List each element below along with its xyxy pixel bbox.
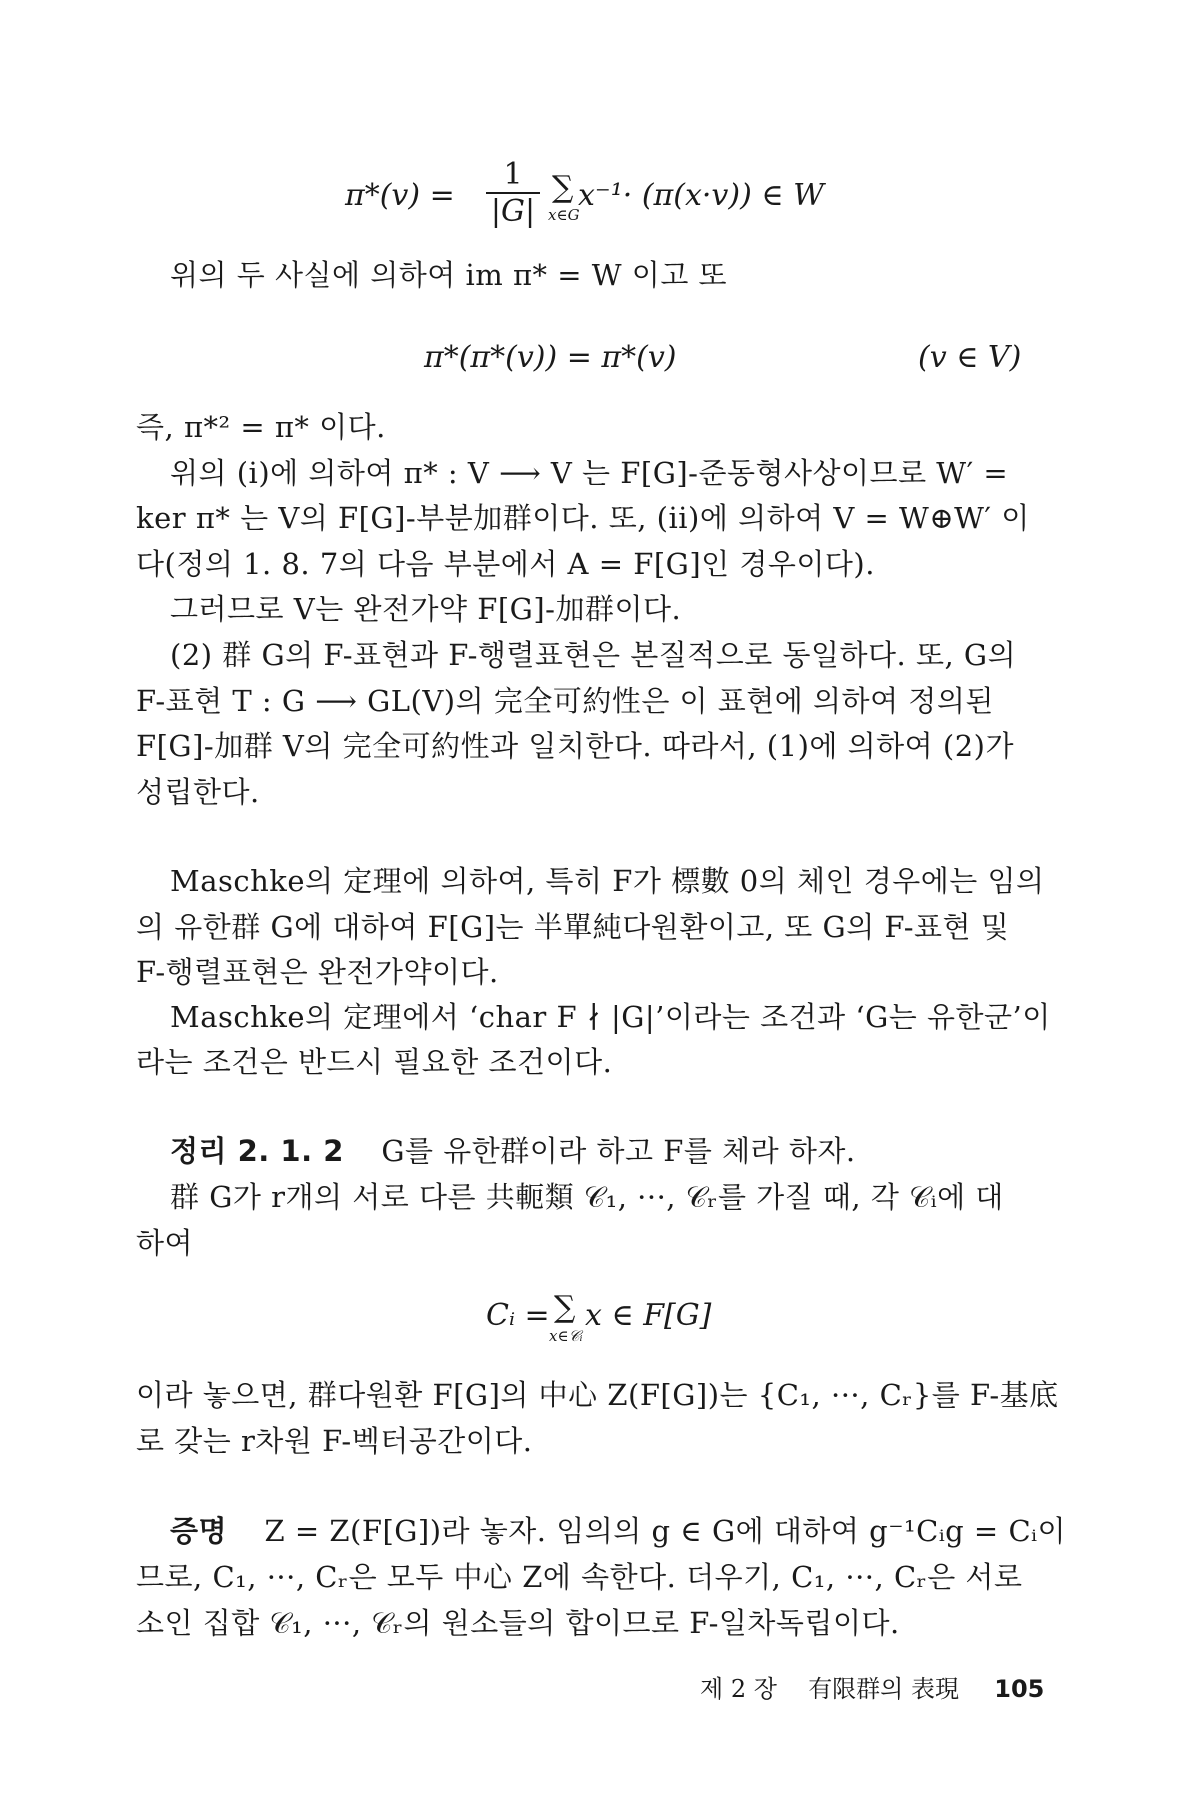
text-line: 하여 xyxy=(136,1226,194,1260)
text-line: 라는 조건은 반드시 필요한 조건이다. xyxy=(136,1045,613,1079)
equation-lhs: Cᵢ = xyxy=(486,1298,550,1333)
equation-idempotent: π*(π*(v)) = π*(v) xyxy=(424,340,677,375)
theorem-statement xyxy=(170,1132,856,1170)
equation-rhs: x ∈ F[G] xyxy=(585,1298,712,1333)
proof-label: 증명 xyxy=(170,1514,228,1548)
text-line: 로 갖는 r차원 F-벡터공간이다. xyxy=(136,1424,533,1458)
theorem-text: G를 유한群이라 하고 F를 체라 하자. xyxy=(381,1134,856,1168)
text-line: F[G]-加群 V의 完全可約性과 일치한다. 따라서, (1)에 의하여 (2)가 xyxy=(136,729,1014,763)
summation-symbol: ∑ xyxy=(552,170,574,205)
text-line: 위의 두 사실에 의하여 im π* = W 이고 또 xyxy=(170,258,728,292)
summation-symbol: ∑ xyxy=(554,1290,576,1325)
proof-text: Z = Z(F[G])라 놓자. 임의의 g ∈ G에 대하여 g⁻¹Cᵢg = Cᵢ이 xyxy=(264,1514,1066,1548)
text-line: F-표현 T : G ⟶ GL(V)의 完全可約性은 이 표현에 의하여 정의된 xyxy=(136,684,994,718)
text-line: 다(정의 1. 8. 7의 다음 부분에서 A = F[G]인 경우이다). xyxy=(136,547,875,581)
text-line: 위의 (i)에 의하여 π* : V ⟶ V 는 F[G]-준동형사상이므로 W′ = xyxy=(170,456,1009,490)
text-line: 이라 놓으면, 群다원환 F[G]의 中心 Z(F[G])는 {C₁, ···, Cᵣ}를 F-基底 xyxy=(136,1378,1059,1412)
text-line: 의 유한群 G에 대하여 F[G]는 半單純다원환이고, 또 G의 F-표현 및 xyxy=(136,910,1010,944)
text-line: 소인 집합 𝒞₁, ···, 𝒞ᵣ의 원소들의 합이므로 F-일차독립이다. xyxy=(136,1606,900,1640)
summation-index: x∈𝒞ᵢ xyxy=(549,1327,583,1345)
equation-rhs: x⁻¹· (π(x·v)) ∈ W xyxy=(578,178,824,213)
footer-title: 有限群의 表現 xyxy=(808,1675,959,1703)
text-line: 즉, π*² = π* 이다. xyxy=(136,410,386,444)
summation-index: x∈G xyxy=(548,206,580,224)
text-line: F-행렬표현은 완전가약이다. xyxy=(136,955,499,989)
fraction xyxy=(486,158,540,230)
text-line: 그러므로 V는 완전가약 F[G]-加群이다. xyxy=(170,592,682,626)
equation-condition: (v ∈ V) xyxy=(918,340,1022,375)
text-line: ker π* 는 V의 F[G]-부분加群이다. 또, (ii)에 의하여 V = W⊕W′ 이 xyxy=(136,501,1030,535)
page-number: 105 xyxy=(994,1675,1045,1703)
text-line: 성립한다. xyxy=(136,775,260,809)
fraction-numerator: 1 xyxy=(486,158,540,194)
equation-lhs: π*(v) = xyxy=(345,178,455,213)
proof-start xyxy=(170,1512,1066,1550)
fraction-denominator: |G| xyxy=(490,194,536,229)
theorem-label: 정리 2. 1. 2 xyxy=(170,1134,344,1168)
text-line: 群 G가 r개의 서로 다른 共軛類 𝒞₁, ···, 𝒞ᵣ를 가질 때, 각 𝒞ᵢ에 대 xyxy=(170,1180,1004,1214)
text-line: Maschke의 定理에 의하여, 특히 F가 標數 0의 체인 경우에는 임의 xyxy=(170,864,1045,898)
text-line: Maschke의 定理에서 ‘char F ∤ |G|’이라는 조건과 ‘G는 유한군’이 xyxy=(170,1000,1051,1034)
text-line: (2) 群 G의 F-표현과 F-행렬표현은 본질적으로 동일하다. 또, G의 xyxy=(170,638,1017,672)
text-line: 므로, C₁, ···, Cᵣ은 모두 中心 Z에 속한다. 더우기, C₁, ···, Cᵣ은 서로 xyxy=(136,1560,1023,1594)
running-footer xyxy=(700,1674,1044,1704)
footer-chapter: 제 2 장 xyxy=(700,1675,777,1703)
